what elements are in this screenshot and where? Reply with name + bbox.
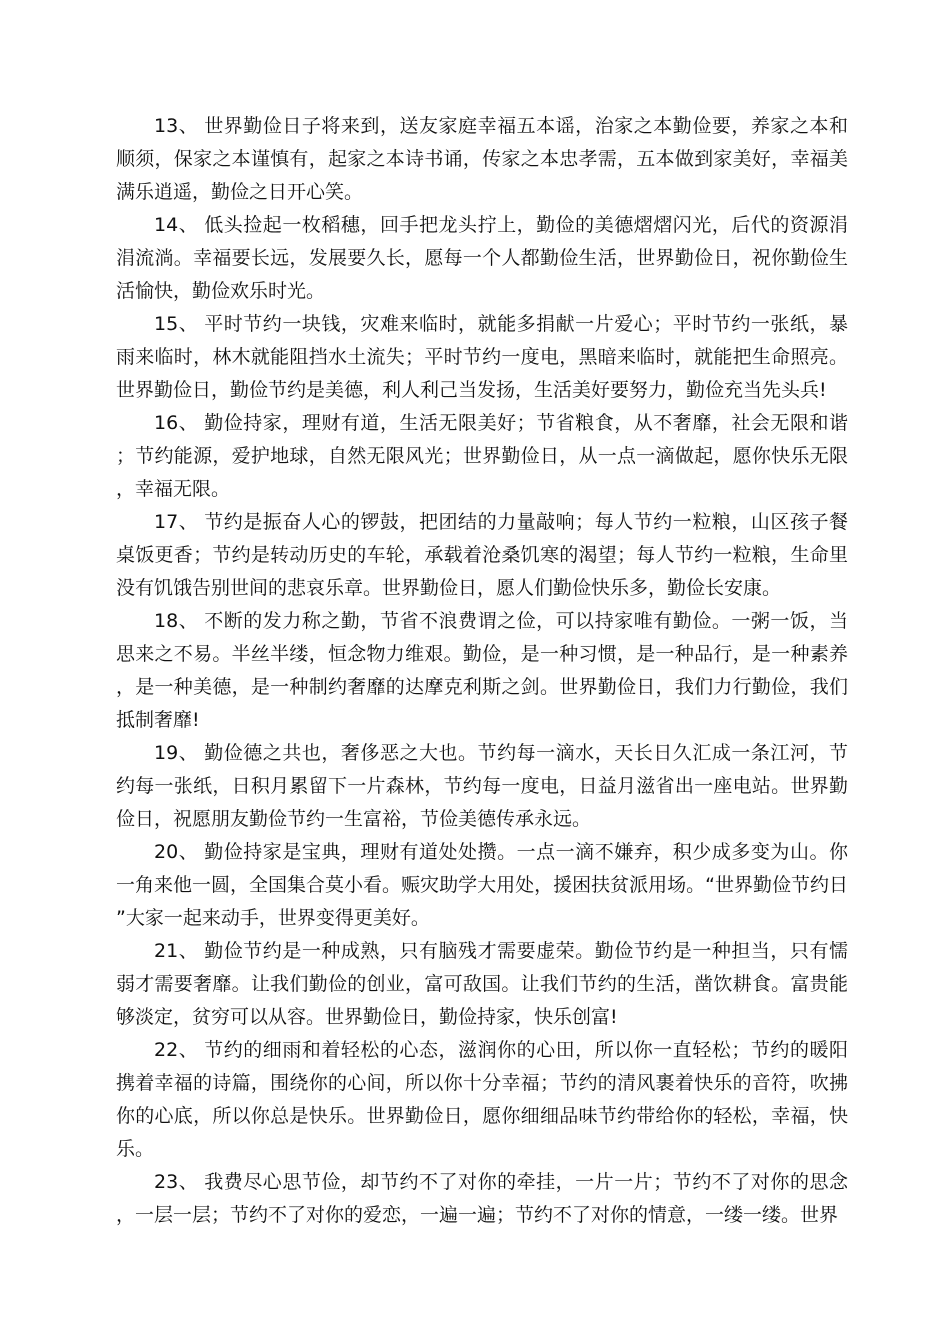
paragraph-number: 21、: [154, 940, 199, 962]
paragraph-number: 16、: [154, 412, 199, 434]
paragraph-14: [116, 209, 848, 308]
paragraph-13: [116, 110, 848, 209]
paragraph-text: 勤俭持家是宝典，理财有道处处攒。一点一滴不嫌弃，积少成多变为山。你一角来他一圆，全国集合莫小看。赈灾助学大用处，援困扶贫派用场。“世界勤俭节约日”大家一起来动手，世界变得更美好。: [116, 841, 848, 929]
paragraph-number: 17、: [154, 511, 199, 533]
paragraph-number: 14、: [154, 214, 199, 236]
paragraph-text: 节约是振奋人心的锣鼓，把团结的力量敲响；每人节约一粒粮，山区孩子餐桌饭更香；节约是转动历史的车轮，承载着沧桑饥寒的渴望；每人节约一粒粮，生命里没有饥饿告别世间的悲哀乐章。世界勤俭日，愿人们勤俭快乐多，勤俭长安康。: [116, 511, 848, 599]
paragraph-text: 我费尽心思节俭，却节约不了对你的牵挂，一片一片；节约不了对你的思念，一层一层；节约不了对你的爱恋，一遍一遍；节约不了对你的情意，一缕一缕。世界: [116, 1171, 848, 1226]
paragraph-17: [116, 506, 848, 605]
paragraph-text: 低头捡起一枚稻穗，回手把龙头拧上，勤俭的美德熠熠闪光，后代的资源涓涓流淌。幸福要长远，发展要久长，愿每一个人都勤俭生活，世界勤俭日，祝你勤俭生活愉快，勤俭欢乐时光。: [116, 214, 848, 302]
paragraph-18: [116, 605, 848, 737]
paragraph-text: 节约的细雨和着轻松的心态，滋润你的心田，所以你一直轻松；节约的暖阳携着幸福的诗篇，围绕你的心间，所以你十分幸福；节约的清风裹着快乐的音符，吹拂你的心底，所以你总是快乐。世界勤俭日，愿你细细品味节约带给你的轻松，幸福，快乐。: [116, 1039, 848, 1160]
document-page: [116, 110, 848, 1232]
paragraph-19: [116, 737, 848, 836]
paragraph-text: 不断的发力称之勤，节省不浪费谓之俭，可以持家唯有勤俭。一粥一饭，当思来之不易。半丝半缕，恒念物力维艰。勤俭，是一种习惯，是一种品行，是一种素养，是一种美德，是一种制约奢靡的达摩克利斯之剑。世界勤俭日，我们力行勤俭，我们抵制奢靡!: [116, 610, 848, 731]
paragraph-number: 22、: [154, 1039, 199, 1061]
paragraph-text: 世界勤俭日子将来到，送友家庭幸福五本谣，治家之本勤俭要，养家之本和顺须，保家之本谨慎有，起家之本诗书诵，传家之本忠孝需，五本做到家美好，幸福美满乐逍遥，勤俭之日开心笑。: [116, 115, 848, 203]
paragraph-20: [116, 836, 848, 935]
paragraph-21: [116, 935, 848, 1034]
paragraph-number: 23、: [154, 1171, 199, 1193]
paragraph-number: 19、: [154, 742, 199, 764]
paragraph-16: [116, 407, 848, 506]
paragraph-text: 勤俭持家，理财有道，生活无限美好；节省粮食，从不奢靡，社会无限和谐；节约能源，爱护地球，自然无限风光；世界勤俭日，从一点一滴做起，愿你快乐无限，幸福无限。: [116, 412, 848, 500]
paragraph-23: [116, 1166, 848, 1232]
paragraph-text: 平时节约一块钱，灾难来临时，就能多捐献一片爱心；平时节约一张纸，暴雨来临时，林木就能阻挡水土流失；平时节约一度电，黑暗来临时，就能把生命照亮。世界勤俭日，勤俭节约是美德，利人利己当发扬，生活美好要努力，勤俭充当先头兵!: [116, 313, 848, 401]
paragraph-number: 20、: [154, 841, 199, 863]
paragraph-22: [116, 1034, 848, 1166]
paragraph-text: 勤俭节约是一种成熟，只有脑残才需要虚荣。勤俭节约是一种担当，只有懦弱才需要奢靡。让我们勤俭的创业，富可敌国。让我们节约的生活，凿饮耕食。富贵能够淡定，贫穷可以从容。世界勤俭日，勤俭持家，快乐创富!: [116, 940, 848, 1028]
paragraph-15: [116, 308, 848, 407]
paragraph-text: 勤俭德之共也，奢侈恶之大也。节约每一滴水，天长日久汇成一条江河，节约每一张纸，日积月累留下一片森林，节约每一度电，日益月滋省出一座电站。世界勤俭日，祝愿朋友勤俭节约一生富裕，节俭美德传承永远。: [116, 742, 848, 830]
paragraph-number: 13、: [154, 115, 199, 137]
paragraph-number: 15、: [154, 313, 199, 335]
paragraph-number: 18、: [154, 610, 199, 632]
